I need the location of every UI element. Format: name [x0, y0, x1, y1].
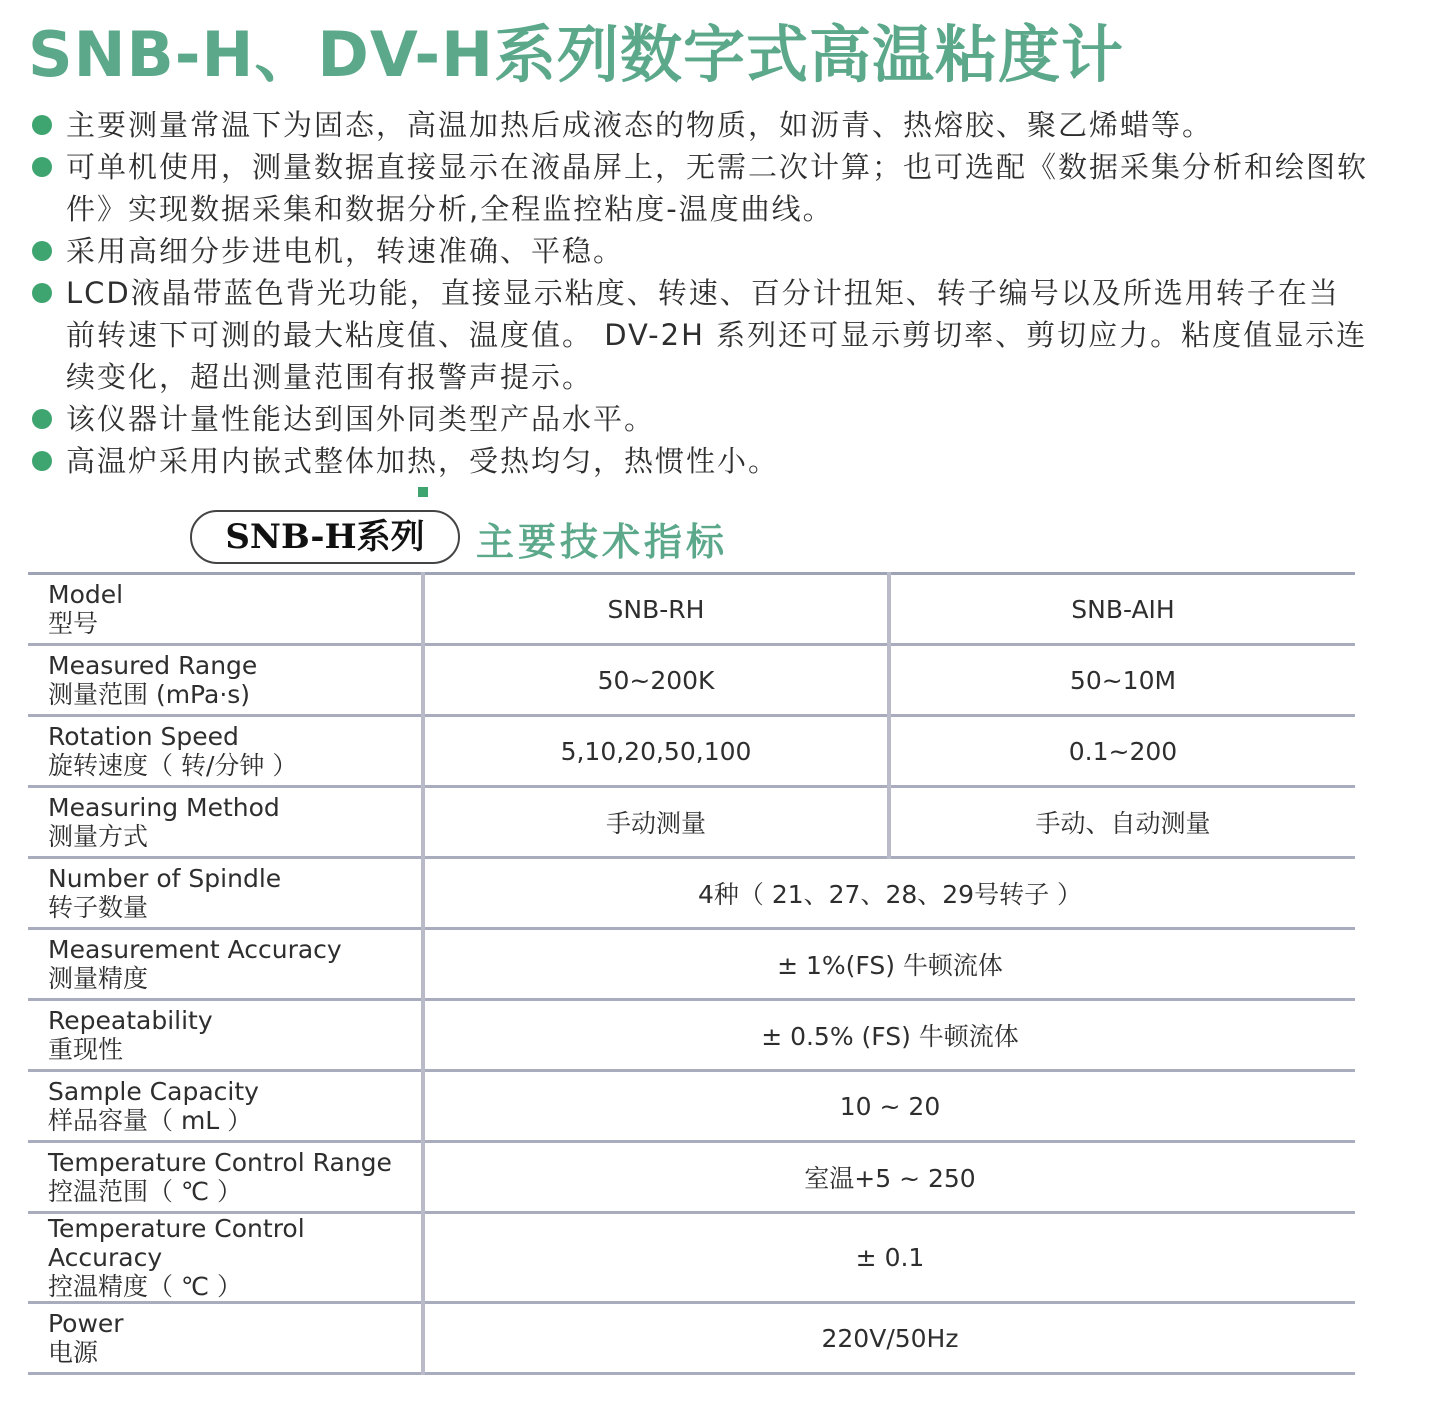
row-label — [28, 1142, 423, 1213]
row-label-en: Rotation Speed — [48, 722, 239, 751]
row-label-zh: 转子数量 — [48, 893, 149, 922]
row-label — [28, 1071, 423, 1142]
row-label — [28, 787, 423, 858]
row-label-en: Measured Range — [48, 651, 258, 680]
row-label-en: Number of Spindle — [48, 864, 282, 893]
row-label-zh: 测量方式 — [48, 822, 149, 851]
table-row — [28, 1071, 1355, 1142]
row-label — [28, 929, 423, 1000]
cell-value-col2: 0.1~200 — [889, 716, 1355, 787]
table-row — [28, 787, 1355, 858]
row-label-zh: 电源 — [48, 1338, 99, 1367]
cell-value: 220V/50Hz — [423, 1303, 1355, 1374]
cell-value-col1: 5,10,20,50,100 — [423, 716, 889, 787]
table-row — [28, 1000, 1355, 1071]
row-label-zh: 型号 — [48, 609, 99, 638]
table-row — [28, 645, 1355, 716]
series-badge: SNB-H系列 — [190, 510, 460, 564]
table-row — [28, 858, 1355, 929]
bullet-dot-icon — [32, 451, 52, 471]
list-item: 采用高细分步进电机，转速准确、平稳。 — [30, 230, 1370, 272]
cell-value-col2: 手动、自动测量 — [889, 787, 1355, 858]
list-item: 主要测量常温下为固态，高温加热后成液态的物质，如沥青、热熔胶、聚乙烯蜡等。 — [30, 104, 1370, 146]
row-label — [28, 1213, 423, 1303]
row-label — [28, 716, 423, 787]
cell-value: ± 0.5% (FS) 牛顿流体 — [423, 1000, 1355, 1071]
row-label-zh: 旋转速度（ 转/分钟 ） — [48, 751, 298, 780]
cell-value: ± 0.1 — [423, 1213, 1355, 1303]
row-label-zh: 测量范围 (mPa·s) — [48, 680, 251, 709]
row-label — [28, 574, 423, 645]
page-title: SNB-H、DV-H系列数字式高温粘度计 — [28, 18, 1124, 91]
cell-value: ± 1%(FS) 牛顿流体 — [423, 929, 1355, 1000]
table-row — [28, 929, 1355, 1000]
cell-value: 10 ~ 20 — [423, 1071, 1355, 1142]
cell-value-col1: 50~200K — [423, 645, 889, 716]
bullet-dot-icon — [32, 157, 52, 177]
table-row — [28, 1213, 1355, 1303]
cell-value-col2: SNB-AIH — [889, 574, 1355, 645]
table-row — [28, 1303, 1355, 1374]
row-label-en: Temperature Control Range — [48, 1148, 392, 1177]
bullet-dot-icon — [32, 409, 52, 429]
list-item: LCD液晶带蓝色背光功能，直接显示粘度、转速、百分计扭矩、转子编号以及所选用转子在当前转速下可测的最大粘度值、温度值。 DV-2H 系列还可显示剪切率、剪切应力。粘度值显示连续变化，超出测量范围有报警声提示。 — [30, 272, 1370, 398]
row-label-en: Measurement Accuracy — [48, 935, 342, 964]
bullet-dot-icon — [32, 241, 52, 261]
row-label — [28, 645, 423, 716]
row-label-en: Sample Capacity — [48, 1077, 259, 1106]
table-row — [28, 716, 1355, 787]
table-row — [28, 1142, 1355, 1213]
cell-value-col1: SNB-RH — [423, 574, 889, 645]
row-label-en: Power — [48, 1309, 124, 1338]
table-row — [28, 574, 1355, 645]
list-item: 高温炉采用内嵌式整体加热，受热均匀，热惯性小。 — [30, 440, 1370, 482]
row-label — [28, 1303, 423, 1374]
row-label-zh: 控温范围（ ℃ ） — [48, 1177, 242, 1206]
row-label-en: Temperature Control Accuracy — [48, 1214, 305, 1272]
spec-table — [28, 572, 1355, 1375]
row-label-zh: 样品容量（ mL ） — [48, 1106, 253, 1135]
row-label-en: Repeatability — [48, 1006, 213, 1035]
list-item: 可单机使用，测量数据直接显示在液晶屏上，无需二次计算；也可选配《数据采集分析和绘图软件》实现数据采集和数据分析,全程监控粘度-温度曲线。 — [30, 146, 1370, 230]
list-item: 该仪器计量性能达到国外同类型产品水平。 — [30, 398, 1370, 440]
cell-value-col1: 手动测量 — [423, 787, 889, 858]
row-label-zh: 重现性 — [48, 1035, 124, 1064]
decorative-square-icon — [418, 487, 428, 497]
row-label-zh: 测量精度 — [48, 964, 149, 993]
section-title: 主要技术指标 — [476, 520, 729, 564]
row-label — [28, 858, 423, 929]
cell-value-col2: 50~10M — [889, 645, 1355, 716]
bullet-dot-icon — [32, 283, 52, 303]
bullet-dot-icon — [32, 115, 52, 135]
row-label — [28, 1000, 423, 1071]
row-label-zh: 控温精度（ ℃ ） — [48, 1272, 242, 1301]
feature-list — [30, 104, 1370, 482]
cell-value: 室温+5 ~ 250 — [423, 1142, 1355, 1213]
cell-value: 4种（ 21、27、28、29号转子 ） — [423, 858, 1355, 929]
row-label-en: Model — [48, 580, 124, 609]
row-label-en: Measuring Method — [48, 793, 280, 822]
